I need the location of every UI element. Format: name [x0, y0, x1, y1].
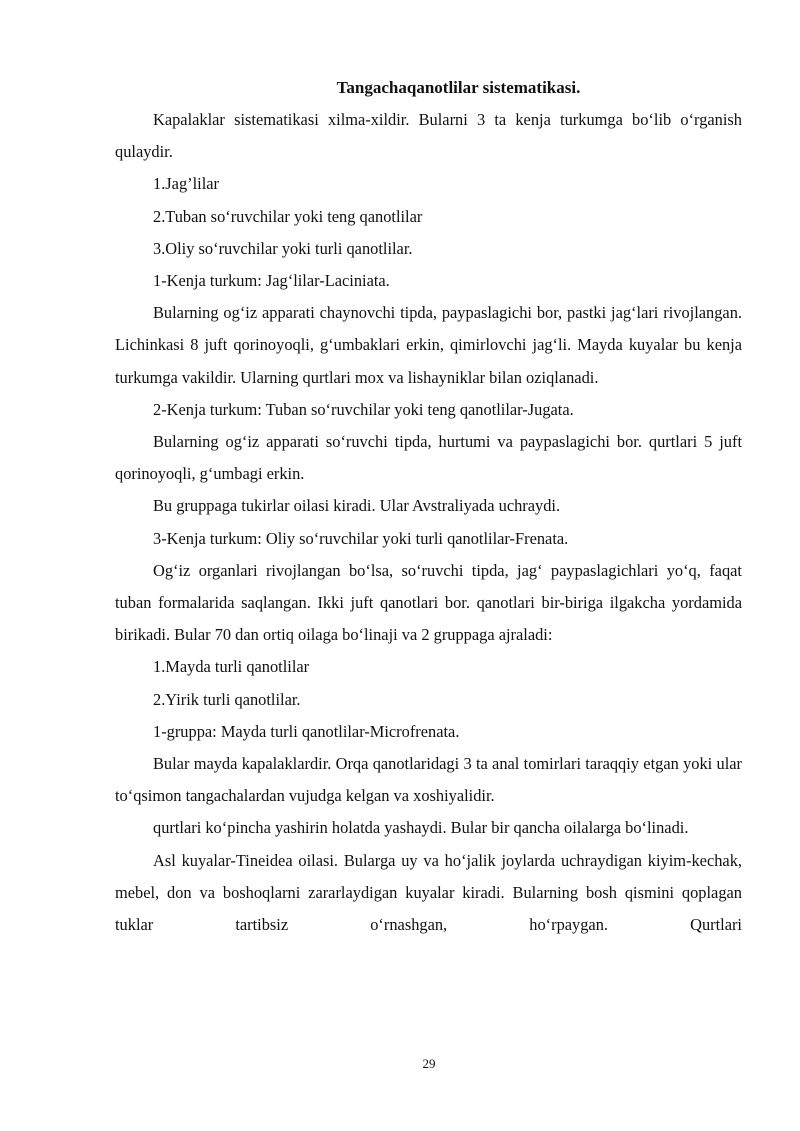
subheading-suborder-1: 1-Kenja turkum: Jag‘lilar-Laciniata.	[153, 271, 390, 291]
subheading-group-1: 1-gruppa: Mayda turli qanotlilar-Microfrenata.	[153, 721, 460, 741]
paragraph-intro: Kapalaklar sistematikasi xilma-xildir. Bularni 3 ta kenja turkumga bo‘lib o‘rganish qulaydir.	[115, 110, 742, 162]
paragraph-group-1-larvae: qurtlari ko‘pincha yashirin holatda yashaydi. Bular bir qancha oilalarga bo‘linadi.	[153, 818, 689, 838]
document-page	[115, 72, 742, 941]
document-title: Tangachaqanotlilar sistematikasi.	[336, 78, 581, 97]
group-list-item-1: 1.Mayda turli qanotlilar	[153, 657, 310, 677]
group-list-item-2: 2.Yirik turli qanotlilar.	[153, 689, 301, 709]
paragraph-group-1-description: Bular mayda kapalaklardir. Orqa qanotlaridagi 3 ta anal tomirlari taraqqiy etgan yoki ular to‘qsimon tangachalardan vujudga kelgan va xoshiyalidir.	[115, 754, 742, 806]
paragraph-tineidea: Asl kuyalar-Tineidea oilasi. Bularga uy va ho‘jalik joylarda uchraydigan kiyim-kechak, mebel, don va boshoqlarni zararlaydigan kuyalar kiradi. Bularning bosh qismini qoplagan tuklar tartibsiz o‘rnashgan, ho‘rpaygan. Qurtlari	[115, 850, 742, 935]
subheading-suborder-3: 3-Kenja turkum: Oliy so‘ruvchilar yoki turli qanotlilar-Frenata.	[153, 528, 569, 548]
paragraph-suborder-2-note: Bu gruppaga tukirlar oilasi kiradi. Ular Avstraliyada uchraydi.	[153, 496, 561, 516]
paragraph-suborder-2-description: Bularning og‘iz apparati so‘ruvchi tipda, hurtumi va paypaslagichi bor. qurtlari 5 juft qorinoyoqli, g‘umbagi erkin.	[115, 432, 742, 484]
page-number: 29	[422, 1056, 436, 1071]
subheading-suborder-2: 2-Kenja turkum: Tuban so‘ruvchilar yoki teng qanotlilar-Jugata.	[153, 399, 574, 419]
list-item-3: 3.Oliy so‘ruvchilar yoki turli qanotlilar.	[153, 238, 413, 258]
list-item-1: 1.Jag’lilar	[153, 174, 219, 194]
list-item-2: 2.Tuban so‘ruvchilar yoki teng qanotlilar	[153, 206, 423, 226]
paragraph-suborder-3-description: Og‘iz organlari rivojlangan bo‘lsa, so‘ruvchi tipda, jag‘ paypaslagichlari yo‘q, faqat tuban formalarida saqlangan. Ikki juft qanotlari bor. qanotlari bir-biriga ilgakcha yordamida birikadi. Bular 70 dan ortiq oilaga bo‘linaji va 2 gruppaga ajraladi:	[115, 560, 742, 645]
paragraph-suborder-1-description: Bularning og‘iz apparati chaynovchi tipda, paypaslagichi bor, pastki jag‘lari rivojlangan. Lichinkasi 8 juft qorinoyoqli, g‘umbaklari erkin, qimirlovchi jag‘li. Mayda kuyalar bu kenja turkumga vakildir. Ularning qurtlari mox va lishayniklar bilan oziqlanadi.	[115, 303, 742, 387]
